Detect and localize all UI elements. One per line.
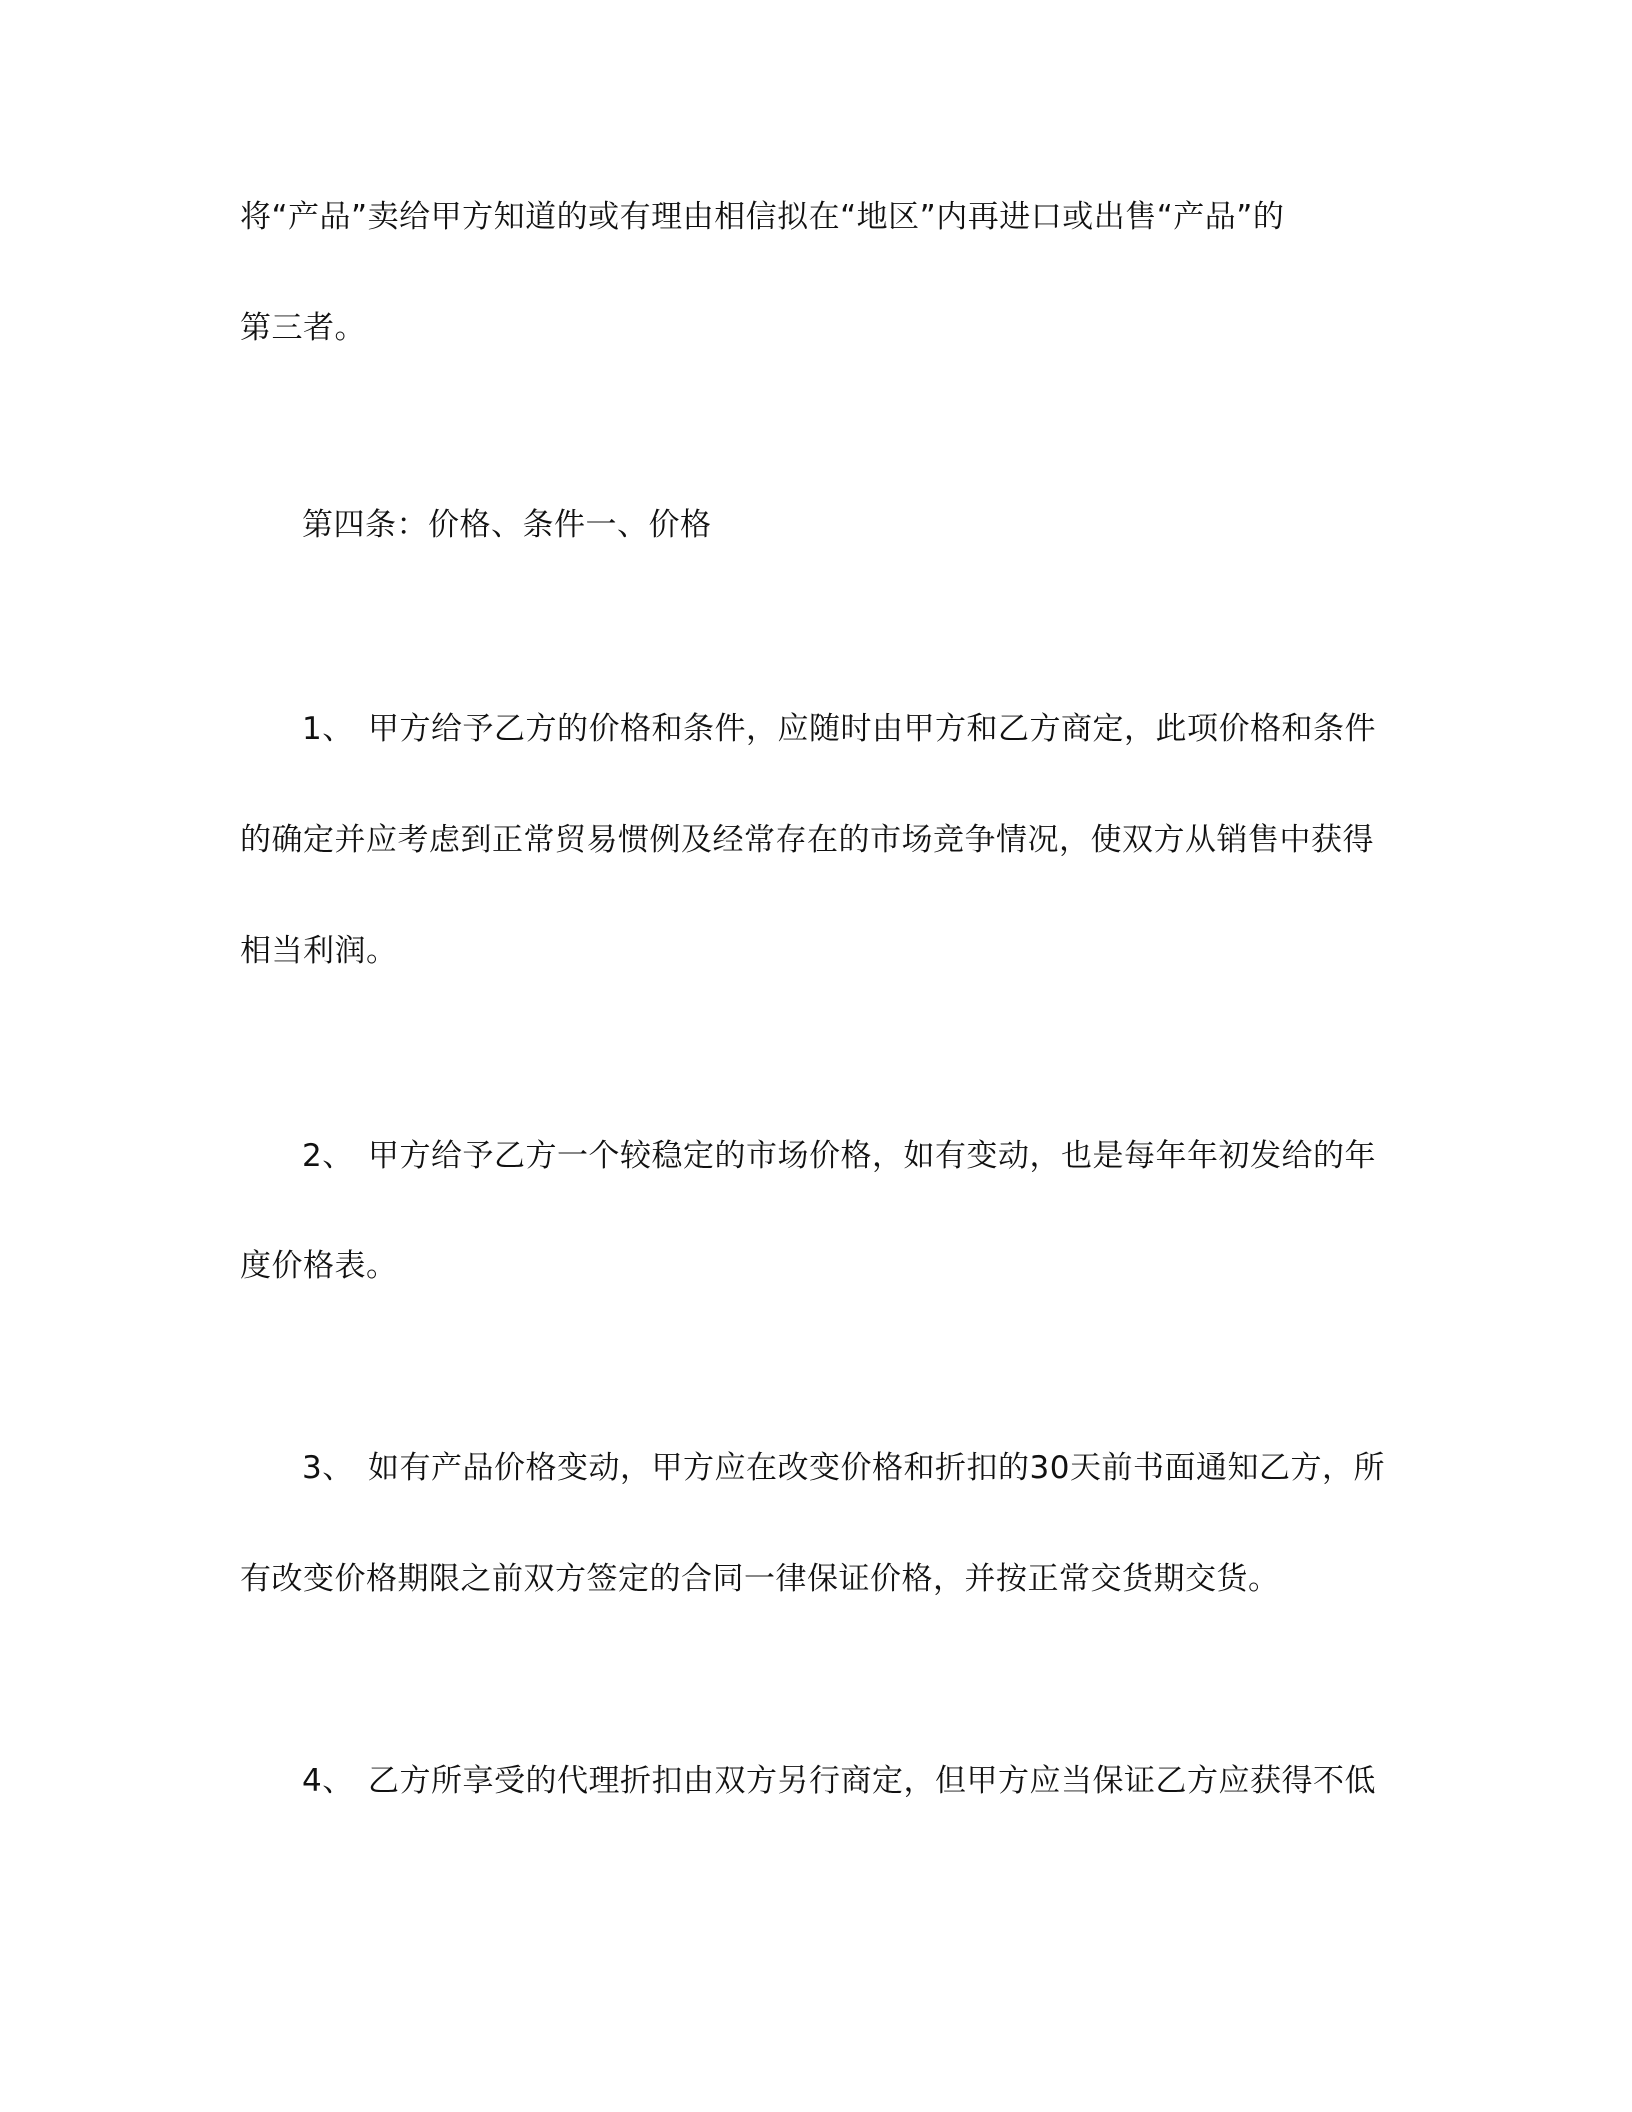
clause-4-number: 4、 — [302, 1763, 354, 1799]
article-heading: 第四条：价格、条件一、价格 — [302, 507, 712, 543]
clause-1-number: 1、 — [302, 711, 354, 747]
clause-3-line-1 — [302, 1448, 1452, 1488]
clause-2-number: 2、 — [302, 1138, 354, 1174]
intro-line-1: 将“产品”卖给甲方知道的或有理由相信拟在“地区”内再进口或出售“产品”的 — [240, 199, 1285, 235]
intro-line-2: 第三者。 — [240, 310, 366, 346]
clause-2-line-1 — [302, 1136, 1452, 1176]
clause-1-line-3: 相当利润。 — [240, 933, 398, 969]
clause-2-line-2: 度价格表。 — [240, 1248, 398, 1284]
clause-3-number: 3、 — [302, 1450, 354, 1486]
clause-1-line-2: 的确定并应考虑到正常贸易惯例及经常存在的市场竞争情况，使双方从销售中获得 — [240, 822, 1374, 858]
clause-4-text: 乙方所享受的代理折扣由双方另行商定，但甲方应当保证乙方应获得不低 — [368, 1763, 1376, 1799]
clause-1-text: 甲方给予乙方的价格和条件，应随时由甲方和乙方商定，此项价格和条件 — [368, 711, 1376, 747]
clause-4-line-1 — [302, 1761, 1452, 1801]
clause-3-text: 如有产品价格变动，甲方应在改变价格和折扣的30天前书面通知乙方，所 — [368, 1450, 1385, 1486]
clause-1-line-1 — [302, 709, 1452, 749]
clause-3-line-2: 有改变价格期限之前双方签定的合同一律保证价格，并按正常交货期交货。 — [240, 1561, 1280, 1597]
clause-2-text: 甲方给予乙方一个较稳定的市场价格，如有变动，也是每年年初发给的年 — [368, 1138, 1376, 1174]
